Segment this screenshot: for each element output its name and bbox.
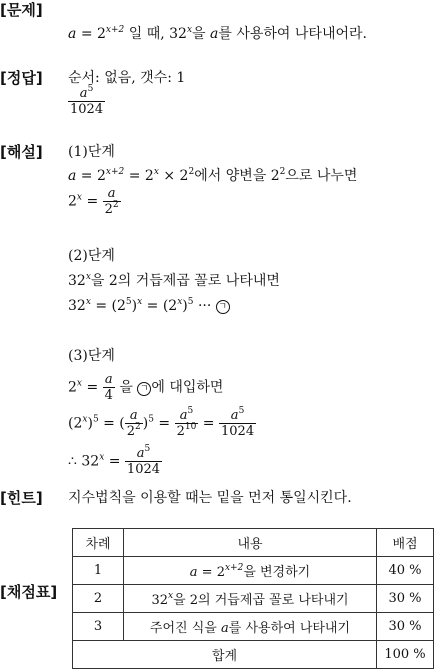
hint-label: [힌트] (0, 489, 43, 507)
rubric-header-content: 내용 (124, 529, 377, 557)
rubric-total-row (73, 641, 434, 669)
rubric-header-row (73, 529, 434, 557)
rubric-total-score: 100 % (377, 641, 434, 669)
table-row: 1 $a = 2^{x+2}$을 변경하기 40 % (73, 557, 434, 585)
rubric-label: [채점표] (0, 583, 58, 601)
rubric-row-content: 주어진 식을 a를 사용하여 나타내기 (124, 613, 377, 641)
step1-equation: $a = 2^{x+2} = 2^x \times 2^2$에서 양변을 $2^2$으로 나누면 (68, 167, 358, 184)
step1-title: (1)단계 (68, 144, 115, 160)
step3-title: (3)단계 (68, 348, 115, 364)
step2-equation: $32^x = (2^5)^x = (2^x)^5$ ··· ㄱ (68, 296, 230, 316)
circled-ieung-marker: ㄱ (216, 300, 230, 314)
step3-equation: $(2^x)^5$ = ( $\frac{a}{2^2}$ )$^5$ = $\frac{a^5}{2^{10}}$ = $\frac{a^5}{1024}$ (68, 406, 255, 439)
step3-conclusion: ∴ $32^x$ = $\frac{a^5}{1024}$ (68, 444, 161, 477)
step3-substitute: $2^x$ = $\frac{a}{4}$ 을 ㄱ 에 대입하면 (68, 372, 224, 403)
step2-title: (2)단계 (68, 248, 115, 264)
rubric-row-content: $a = 2^{x+2}$을 변경하기 (124, 557, 377, 585)
step2-text: 32$^x$을 2의 거듭제곱 꼴로 나타내면 (68, 272, 280, 289)
problem-label: [문제] (0, 1, 43, 19)
answer-value: $\frac{a^5}{1024}$ (70, 84, 104, 117)
problem-statement: $a = 2^{x+2}$ 일 때, 32$^x$을 a를 사용하여 나타내어라. (68, 25, 367, 42)
hint-text: 지수법칙을 이용할 때는 밑을 먼저 통일시킨다. (68, 490, 352, 506)
table-row: 2 32$^x$을 2의 거듭제곱 꼴로 나타내기 30 % (73, 585, 434, 613)
answer-meta: 순서: 없음, 갯수: 1 (68, 70, 186, 86)
rubric-header-no: 차례 (73, 529, 124, 557)
solution-label: [해설] (0, 143, 43, 161)
rubric-row-content: 32$^x$을 2의 거듭제곱 꼴로 나타내기 (124, 585, 377, 613)
rubric-header-score: 배점 (377, 529, 434, 557)
step1-result: $2^x$ = $\frac{a}{2^2}$ (68, 186, 119, 217)
rubric-table (72, 528, 434, 669)
rubric-total-label: 합계 (73, 641, 377, 669)
table-row: 3 주어진 식을 a를 사용하여 나타내기 30 % (73, 613, 434, 641)
answer-label: [정답] (0, 69, 43, 87)
